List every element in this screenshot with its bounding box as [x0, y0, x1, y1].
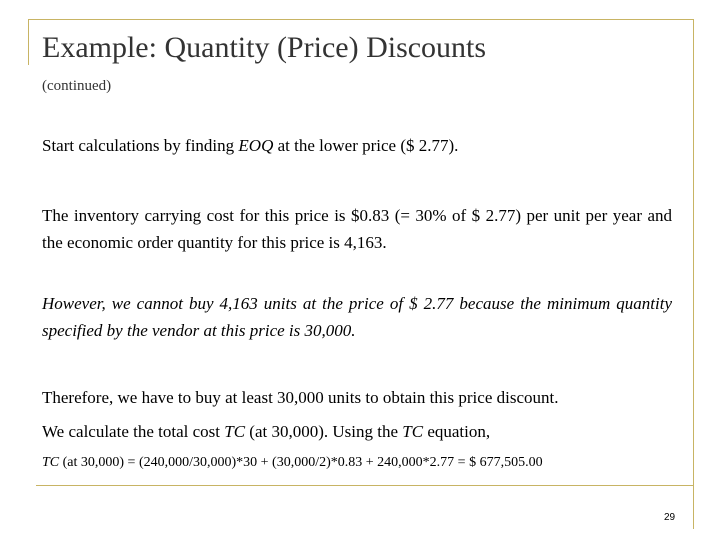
slide-subtitle: (continued)	[42, 78, 112, 94]
paragraph-text: We calculate the total cost	[42, 422, 225, 441]
tc-term: TC	[42, 455, 60, 470]
paragraph-text: (at 30,000). Using the	[245, 422, 403, 441]
frame-bottom-rule	[36, 485, 693, 486]
formula-text: (at 30,000) = (240,000/30,000)*30 + (30,000/2)*0.83 + 240,000*2.77 = $ 677,505.00	[59, 455, 543, 470]
paragraph-text: Start calculations by finding	[42, 136, 239, 155]
eoq-term: EOQ	[238, 136, 274, 155]
paragraph-total-cost-intro	[42, 418, 672, 445]
slide-title: Example: Quantity (Price) Discounts	[42, 31, 487, 64]
frame-left-rule	[28, 19, 29, 65]
paragraph-text: equation,	[423, 422, 491, 441]
frame-top-rule	[28, 19, 693, 20]
paragraph-minimum-quantity: However, we cannot buy 4,163 units at the price of $ 2.77 because the minimum quantity specified by the vendor at this price is 30,000.	[42, 294, 672, 340]
tc-term: TC	[224, 422, 246, 441]
paragraph-eoq-start	[42, 132, 672, 159]
frame-right-rule	[693, 19, 694, 529]
page-number: 29	[664, 512, 676, 523]
paragraph-buy-at-least: Therefore, we have to buy at least 30,000 units to obtain this price discount.	[42, 388, 559, 407]
tc-term: TC	[402, 422, 424, 441]
paragraph-text: at the lower price ($ 2.77).	[273, 136, 459, 155]
total-cost-formula	[42, 453, 543, 473]
paragraph-carrying-cost: The inventory carrying cost for this price is $0.83 (= 30% of $ 2.77) per unit per year and the economic order quantity for this price is 4,163.	[42, 206, 672, 252]
